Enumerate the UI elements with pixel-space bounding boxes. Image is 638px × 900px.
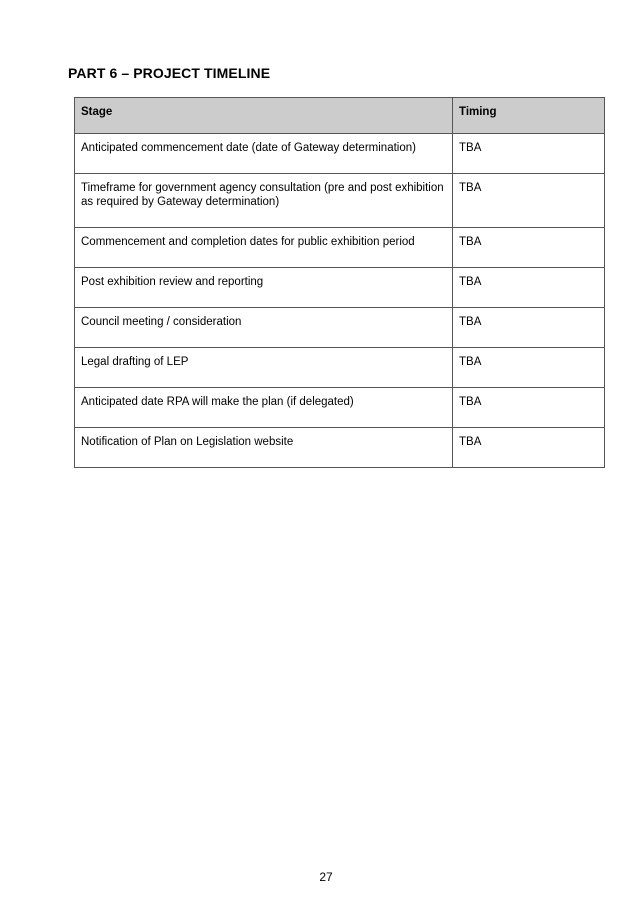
timing-cell: TBA <box>453 174 605 228</box>
stage-cell: Timeframe for government agency consultation (pre and post exhibition as required by Gateway determination) <box>75 174 453 228</box>
page-title: PART 6 – PROJECT TIMELINE <box>68 65 271 81</box>
timing-cell: TBA <box>453 308 605 348</box>
table-header-row <box>75 98 605 134</box>
table-row <box>75 228 605 268</box>
stage-cell: Legal drafting of LEP <box>75 348 453 388</box>
column-header-timing: Timing <box>453 98 605 134</box>
table-row <box>75 388 605 428</box>
timing-cell: TBA <box>453 268 605 308</box>
timing-cell: TBA <box>453 348 605 388</box>
table-row <box>75 428 605 468</box>
table-row <box>75 174 605 228</box>
stage-cell: Council meeting / consideration <box>75 308 453 348</box>
timing-cell: TBA <box>453 388 605 428</box>
column-header-stage: Stage <box>75 98 453 134</box>
table-row <box>75 134 605 174</box>
timing-cell: TBA <box>453 428 605 468</box>
timing-cell: TBA <box>453 134 605 174</box>
stage-cell: Notification of Plan on Legislation website <box>75 428 453 468</box>
project-timeline-table <box>74 97 605 468</box>
stage-cell: Commencement and completion dates for public exhibition period <box>75 228 453 268</box>
table-row <box>75 308 605 348</box>
stage-cell: Anticipated commencement date (date of Gateway determination) <box>75 134 453 174</box>
table-row <box>75 348 605 388</box>
stage-cell: Post exhibition review and reporting <box>75 268 453 308</box>
page-number: 27 <box>319 870 333 884</box>
timing-cell: TBA <box>453 228 605 268</box>
stage-cell: Anticipated date RPA will make the plan (if delegated) <box>75 388 453 428</box>
table-row <box>75 268 605 308</box>
